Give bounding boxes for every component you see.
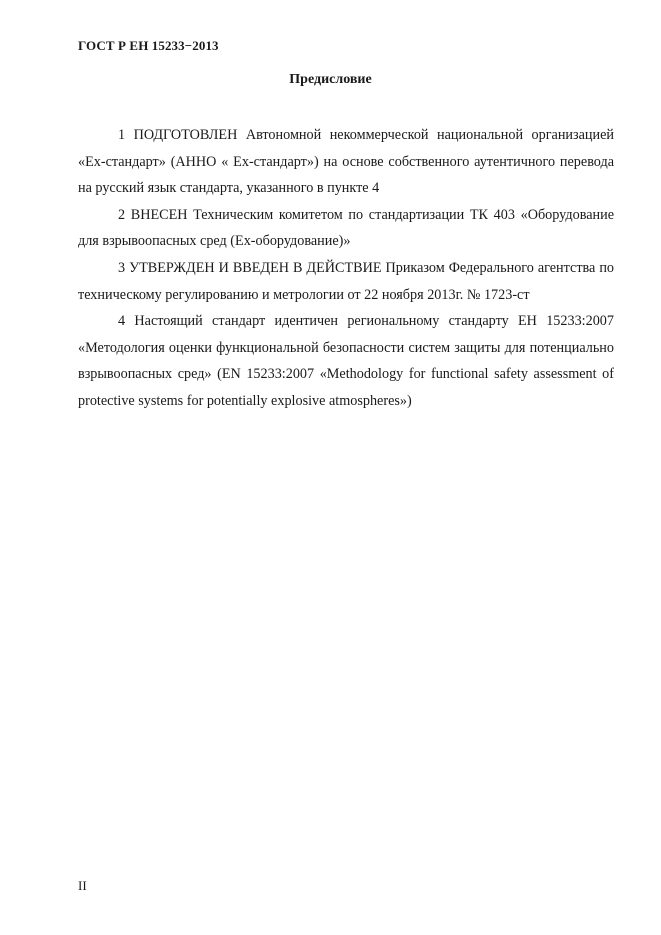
preface-body [78, 122, 614, 415]
paragraph-prepared-by: 1 ПОДГОТОВЛЕН Автономной некоммерческой национальной организацией «Ех-стандарт» (АННО « Ех-стандарт») на основе собственного аутентичного перевода на русский язык стандарта, указанного в пункте 4 [78, 127, 614, 197]
page-number: II [78, 878, 87, 893]
paragraph-approved: 3 УТВЕРЖДЕН И ВВЕДЕН В ДЕЙСТВИЕ Приказом Федерального агентства по техническому регулированию и метрологии от 22 ноября 2013г. № 1723-ст [78, 259, 614, 303]
paragraph-identical-standard: 4 Настоящий стандарт идентичен региональному стандарту ЕН 15233:2007 «Методология оценки функциональной безопасности систем защиты для потенциально взрывоопасных сред» (EN 15233:2007 «Methodology for functional safety assessment of protective systems for potentially explosive atmospheres») [78, 313, 614, 409]
paragraph-introduced-by: 2 ВНЕСЕН Техническим комитетом по стандартизации ТК 403 «Оборудование для взрывоопасных сред (Ех-оборудование)» [78, 206, 614, 250]
document-code-header: ГОСТ Р ЕН 15233−2013 [78, 38, 219, 53]
page-title: Предисловие [289, 72, 372, 87]
